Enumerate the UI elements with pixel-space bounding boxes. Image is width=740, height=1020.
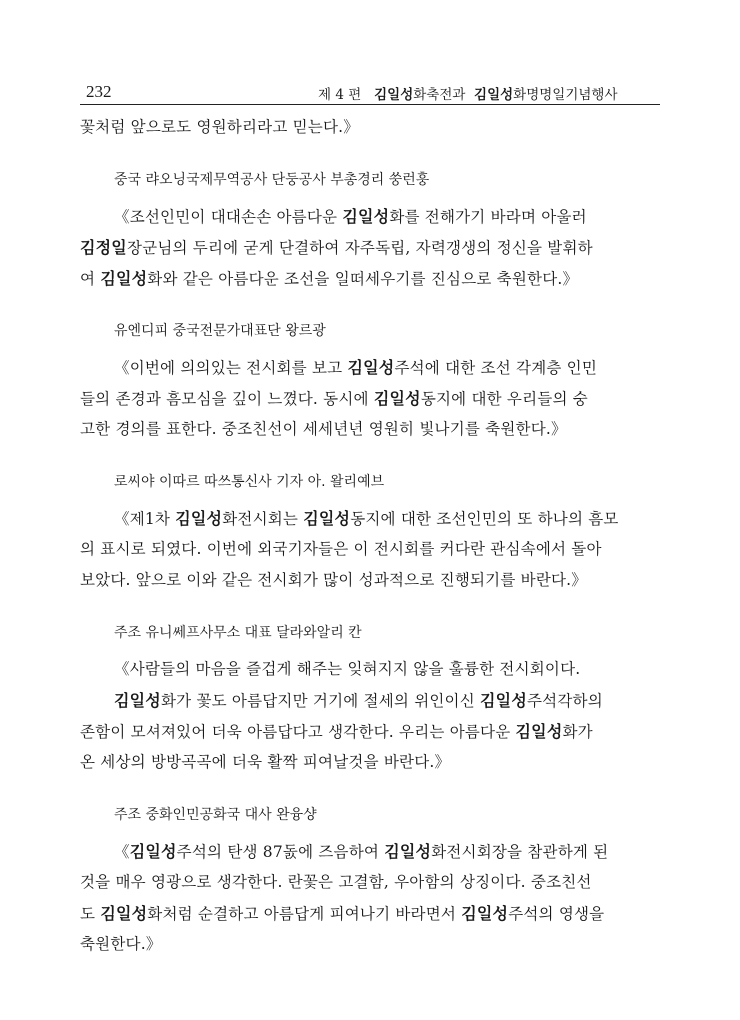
leader-name: 김일성 xyxy=(342,207,390,226)
body-text xyxy=(80,112,665,960)
leader-name: 김일성 xyxy=(347,358,395,377)
speaker-attribution: 주조 중화인민공화국 대사 완융샹 xyxy=(114,807,317,823)
text-line xyxy=(80,836,665,867)
text-line xyxy=(80,263,665,294)
text-run: 《조선인민이 대대손손 아름다운 xyxy=(114,208,343,226)
running-title xyxy=(318,83,617,103)
speaker-attribution: 유엔디피 중국전문가대표단 왕르광 xyxy=(114,323,326,339)
text-run: 《제1차 xyxy=(114,510,176,528)
leader-name: 김일성 xyxy=(373,389,421,408)
text-run: 것을 매우 영광으로 생각한다. 란꽃은 고결함, 우아함의 상징이다. 중조친선 xyxy=(80,873,592,891)
text-run: 동지에 대한 조선인민의 또 하나의 흠모 xyxy=(350,510,619,528)
leader-name: 김일성 xyxy=(100,269,148,288)
text-run: 주석의 영생을 xyxy=(508,905,605,923)
text-run: 온 세상의 방방곡곡에 더욱 활짝 피여날것을 바란다.》 xyxy=(80,753,451,771)
leader-name: 김일성 xyxy=(114,691,161,710)
text-run: 《 xyxy=(114,843,130,861)
text-line xyxy=(80,232,665,263)
text-run: 화가 xyxy=(562,723,593,741)
text-line xyxy=(80,898,665,929)
text-run: 화가 꽃도 아름답지만 거기에 절세의 위인이신 xyxy=(160,692,481,710)
text-run: 주석에 대한 조선 각계층 인민 xyxy=(394,359,598,377)
leader-name: 김일성 xyxy=(100,904,148,923)
chapter-label: 제 4 편 xyxy=(318,87,362,103)
text-line xyxy=(80,747,665,778)
leader-name: 김일성 xyxy=(374,87,414,103)
text-run: 축원한다.》 xyxy=(80,935,162,953)
speaker-attribution: 로씨야 이따르 따쓰통신사 기자 아. 왈리예브 xyxy=(114,474,385,490)
leader-name: 김일성 xyxy=(515,722,563,741)
text-run: 존함이 모셔져있어 더욱 아름답다고 생각한다. 우리는 아름다운 xyxy=(80,723,516,741)
text-run: 고한 경의를 표한다. 중조친선이 세세년년 영원히 빛나기를 축원한다.》 xyxy=(80,420,567,438)
text-run: 화전시회장을 참관하게 된 xyxy=(431,843,609,861)
text-run: 동지에 대한 우리들의 숭 xyxy=(420,390,588,408)
text-run: 장군님의 두리에 굳게 단결하여 자주독립, 자력갱생의 정신을 발휘하 xyxy=(126,239,593,257)
text-run: 여 xyxy=(80,270,101,288)
text-line xyxy=(80,565,665,596)
text-run: 주석의 탄생 87돐에 즈음하여 xyxy=(176,843,385,861)
text-line xyxy=(80,352,665,383)
text-line xyxy=(80,654,665,685)
text-run: 도 xyxy=(80,905,101,923)
text-line xyxy=(80,112,665,143)
text-line xyxy=(80,503,665,534)
text-run: 《이번에 의의있는 전시회를 보고 xyxy=(114,359,348,377)
text-line xyxy=(80,867,665,898)
speaker-attribution: 주조 유니쎄프사무소 대표 달라와알리 칸 xyxy=(114,625,362,641)
text-line xyxy=(80,201,665,232)
leader-name: 김일성 xyxy=(175,509,223,528)
title-part: 화축전과 xyxy=(413,87,466,103)
leader-name: 김일성 xyxy=(303,509,351,528)
text-line xyxy=(80,534,665,565)
text-run: 화처럼 순결하고 아름답게 피여나기 바라면서 xyxy=(147,905,462,923)
text-line xyxy=(80,383,665,414)
leader-name: 김정일 xyxy=(80,238,127,257)
leader-name: 김일성 xyxy=(474,87,514,103)
leader-name: 김일성 xyxy=(384,842,432,861)
title-part: 화명명일기념행사 xyxy=(513,87,618,103)
speaker-attribution: 중국 랴오닝국제무역공사 단둥공사 부총경리 쑹런훙 xyxy=(114,172,430,188)
leader-name: 김일성 xyxy=(480,691,527,710)
leader-name: 김일성 xyxy=(461,904,509,923)
text-line xyxy=(80,685,665,716)
text-run: 화를 전해가기 바라며 아울러 xyxy=(389,208,587,226)
text-run: 꽃처럼 앞으로도 영원하리라고 믿는다.》 xyxy=(80,118,359,136)
text-run: 《사람들의 마음을 즐겁게 해주는 잊혀지지 않을 훌륭한 전시회이다. xyxy=(114,660,581,678)
text-line xyxy=(80,929,665,960)
text-line xyxy=(80,716,665,747)
leader-name: 김일성 xyxy=(129,842,177,861)
text-run: 들의 존경과 흠모심을 깊이 느꼈다. 동시에 xyxy=(80,390,374,408)
text-line xyxy=(80,414,665,445)
text-run: 화와 같은 아름다운 조선을 일떠세우기를 진심으로 축원한다.》 xyxy=(147,270,579,288)
text-run: 보았다. 앞으로 이와 같은 전시회가 많이 성과적으로 진행되기를 바란다.》 xyxy=(80,571,587,589)
text-run: 의 표시로 되였다. 이번에 외국기자들은 이 전시회를 커다란 관심속에서 돌아 xyxy=(80,540,602,558)
text-run: 화전시회는 xyxy=(222,510,304,528)
page-number: 232 xyxy=(86,82,112,101)
running-header xyxy=(80,80,660,105)
text-run: 주석각하의 xyxy=(527,692,603,710)
